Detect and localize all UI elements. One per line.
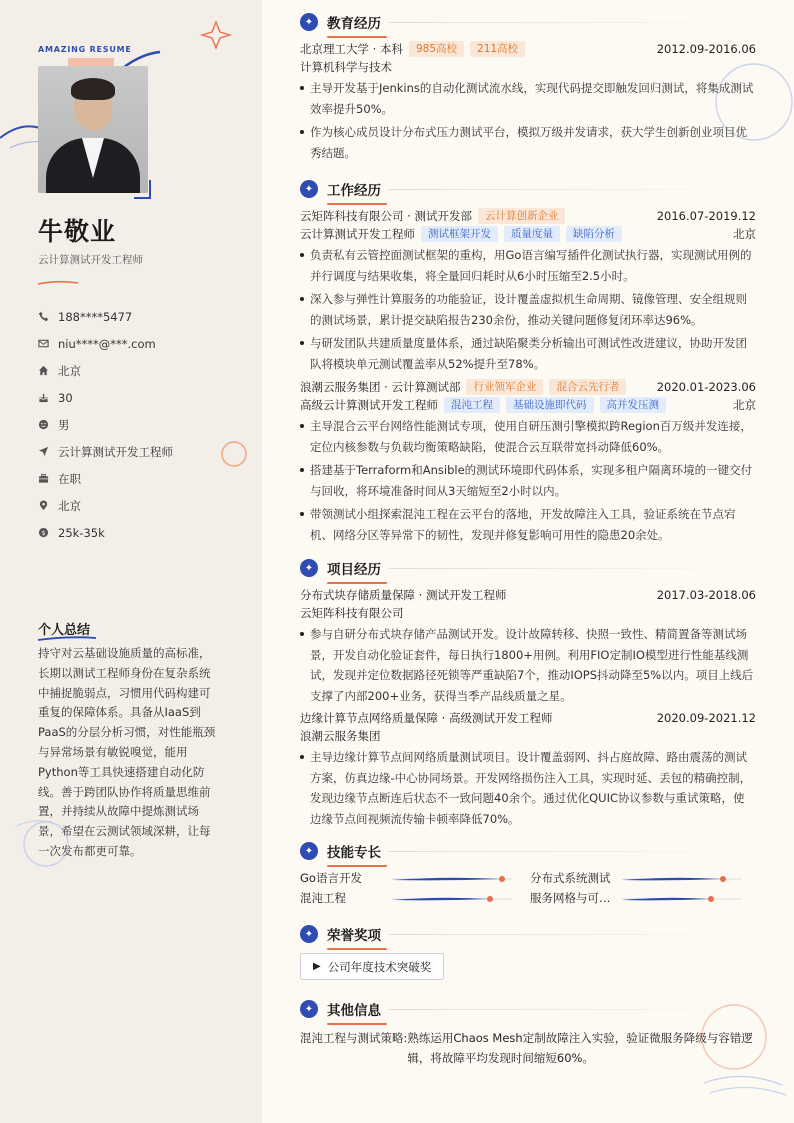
tag-badge: 缺陷分析 xyxy=(566,226,622,242)
contact-value: 188****5477 xyxy=(58,309,133,324)
section-skills xyxy=(300,841,756,907)
tag-badge: 基础设施即代码 xyxy=(506,397,594,413)
section-title: 工作经历 xyxy=(327,179,381,199)
skill-name: 服务网格与可… xyxy=(530,891,611,905)
tag-badge: 行业领军企业 xyxy=(466,379,543,395)
date-range: 2020.09-2021.12 xyxy=(656,711,756,725)
play-icon: ▶ xyxy=(313,961,321,972)
list-item: 主导边缘计算节点间网络质量测试项目。设计覆盖弱网、抖占庭故障、路由震荡的测试方案，仿真边缘-中心协同场景。开发网络损伤注入工具，实现时延、丢包的精确控制，发现边缘节点断连后状态不一致问题40余个。通过优化QUIC协议参数与重试策略，使边缘节点间视频流传输卡顿率降低70%。 xyxy=(300,747,756,829)
date-range: 2016.07-2019.12 xyxy=(656,209,756,223)
profile-title: 云计算测试开发工程师 xyxy=(38,254,143,266)
summary-title: 个人总结 xyxy=(38,623,91,638)
section-title: 其他信息 xyxy=(327,999,381,1019)
section-projects xyxy=(300,558,756,832)
tag-badge: 211高校 xyxy=(470,41,525,57)
main-content xyxy=(262,0,794,1123)
send-icon xyxy=(38,446,58,457)
tag-badge: 985高校 xyxy=(409,41,464,57)
avatar xyxy=(38,66,150,193)
salary-icon xyxy=(38,527,58,538)
section-other xyxy=(300,999,756,1068)
sparkle-icon: ✦ xyxy=(300,842,318,860)
sparkle-icon: ✦ xyxy=(300,180,318,198)
contact-row xyxy=(38,384,248,411)
date-range: 2020.01-2023.06 xyxy=(656,380,756,394)
summary-text: 持守对云基础设施质量的高标准，长期以测试工程师身份在复杂系统中捕捉脆弱点，习惯用代码构建可重复的保障体系。具备从IaaS到PaaS的分层分析习惯，对性能瓶颈与异常场景有敏锐嗅觉，能用Python等工具快速搭建自动化防线。善于跨团队协作将质量思维前置，并持续从故障中提炼测试场景，希望在云测试领域深耕，让每一次发布都更可靠。 xyxy=(38,646,216,858)
project-org: 浪潮云服务集团 xyxy=(300,729,381,743)
contact-row xyxy=(38,438,248,465)
skill-level-bar xyxy=(622,873,742,883)
contact-info xyxy=(38,303,248,546)
contact-value: niu****@***.com xyxy=(58,336,156,351)
section-title: 项目经历 xyxy=(327,558,381,578)
sparkle-icon: ✦ xyxy=(300,559,318,577)
list-item: 搭建基于Terraform和Ansible的测试环境即代码体系，实现多租户隔离环境的一键交付与回收，将环境准备时间从3天缩短至2小时以内。 xyxy=(300,460,756,501)
other-value: 熟练运用Chaos Mesh定制故障注入实验，验证微服务降级与容错逻辑，将故障平均发现时间缩短60%。 xyxy=(407,1031,753,1065)
city: 北京 xyxy=(733,227,756,241)
tag-badge: 测试框架开发 xyxy=(421,226,498,242)
contact-row xyxy=(38,465,248,492)
section-title: 教育经历 xyxy=(327,12,381,32)
cake-icon xyxy=(38,392,58,403)
date-range: 2017.03-2018.06 xyxy=(656,588,756,602)
project-name: 边缘计算节点网络质量保障 · 高级测试开发工程师 xyxy=(300,711,553,725)
skill-level-bar xyxy=(392,873,512,883)
svg-text:$: $ xyxy=(41,528,46,537)
award-item xyxy=(300,953,444,980)
list-item: 参与自研分布式块存储产品测试开发。设计故障转移、快照一致性、精简置备等测试场景，开发自动化验证套件，每日执行1800+用例。利用FIO定制IO模型进行性能基线测试，发现并定位数据路径死锁等严重缺陷7个，推动IOPS抖动降至5%以内。项目上线后支撑了内部200+业务，获得当季产品线质量之星。 xyxy=(300,624,756,706)
skill-level-bar xyxy=(622,893,742,903)
project-name: 分布式块存储质量保障 · 测试开发工程师 xyxy=(300,588,507,602)
location-icon xyxy=(38,500,58,511)
skill-item xyxy=(530,889,756,907)
award-label: 公司年度技术突破奖 xyxy=(327,959,432,974)
skill-item xyxy=(530,869,756,887)
major: 计算机科学与技术 xyxy=(300,60,392,74)
tag-badge: 高并发压测 xyxy=(600,397,667,413)
section-education xyxy=(300,12,756,166)
contact-value: 25k-35k xyxy=(58,525,105,540)
skills-list xyxy=(300,869,756,907)
phone-icon xyxy=(38,311,58,322)
section-awards xyxy=(300,924,756,980)
school-name: 北京理工大学 · 本科 xyxy=(300,42,403,56)
contact-row xyxy=(38,492,248,519)
list-item: 带领测试小组探索混沌工程在云平台的落地，开发故障注入工具，验证系统在节点宕机、网络分区等异常下的韧性，发现并修复影响可用性的隐患20余处。 xyxy=(300,504,756,545)
section-title: 荣誉奖项 xyxy=(327,924,381,944)
home-icon xyxy=(38,365,58,376)
briefcase-icon xyxy=(38,473,58,484)
skill-level-bar xyxy=(392,893,512,903)
contact-value: 云计算测试开发工程师 xyxy=(58,444,173,459)
contact-row xyxy=(38,357,248,384)
job-role: 云计算测试开发工程师 xyxy=(300,227,415,241)
skill-name: 分布式系统测试 xyxy=(530,871,611,885)
list-item: 主导开发基于Jenkins的自动化测试流水线，实现代码提交即触发回归测试，将集成测试效率提升50%。 xyxy=(300,78,756,119)
contact-value: 男 xyxy=(58,417,70,432)
sparkle-icon: ✦ xyxy=(300,13,318,31)
tag-badge: 混沌工程 xyxy=(444,397,500,413)
date-range: 2012.09-2016.06 xyxy=(656,42,756,56)
name-underline xyxy=(38,280,78,286)
skill-item xyxy=(300,869,530,887)
list-item: 深入参与弹性计算服务的功能验证，设计覆盖虚拟机生命周期、镜像管理、安全组规则的测试场景，累计提交缺陷报告230余份，推动关键问题修复闭环率达96%。 xyxy=(300,289,756,330)
list-item: 作为核心成员设计分布式压力测试平台，模拟万级并发请求，获大学生创新创业项目优秀结题。 xyxy=(300,122,756,163)
sparkle-icon: ✦ xyxy=(300,1000,318,1018)
tag-badge: 质量度量 xyxy=(504,226,560,242)
contact-row xyxy=(38,411,248,438)
brand-label: AMAZING RESUME xyxy=(38,45,132,54)
contact-row xyxy=(38,519,248,546)
skill-item xyxy=(300,889,530,907)
tag-badge: 混合云先行者 xyxy=(549,379,626,395)
contact-row xyxy=(38,330,248,357)
mail-icon xyxy=(38,338,58,349)
contact-value: 北京 xyxy=(58,363,81,378)
list-item: 与研发团队共建质量度量体系，通过缺陷聚类分析输出可测试性改进建议，协助开发团队将模块单元测试覆盖率从52%提升至78%。 xyxy=(300,333,756,374)
list-item: 主导混合云平台网络性能测试专项，使用自研压测引擎模拟跨Region百万级并发连接，定位内核参数与负载均衡策略缺陷，使混合云互联带宽抖动降低60%。 xyxy=(300,416,756,457)
contact-value: 30 xyxy=(58,390,73,405)
company-name: 浪潮云服务集团 · 云计算测试部 xyxy=(300,380,461,394)
summary-underline xyxy=(38,636,96,642)
other-item xyxy=(300,1028,756,1068)
skill-name: Go语言开发 xyxy=(300,871,362,885)
sparkle-icon: ✦ xyxy=(300,925,318,943)
section-title: 技能专长 xyxy=(327,841,381,861)
contact-value: 北京 xyxy=(58,498,81,513)
city: 北京 xyxy=(733,398,756,412)
project-org: 云矩阵科技有限公司 xyxy=(300,606,404,620)
section-work xyxy=(300,179,756,548)
other-key: 混沌工程与测试策略: xyxy=(300,1031,408,1045)
list-item: 负责私有云管控面测试框架的重构，用Go语言编写插件化测试执行器，实现测试用例的并行调度与结果收集，将全量回归耗时从6小时压缩至2.5小时。 xyxy=(300,245,756,286)
contact-row xyxy=(38,303,248,330)
contact-value: 在职 xyxy=(58,471,81,486)
gender-icon xyxy=(38,419,58,430)
skill-name: 混沌工程 xyxy=(300,891,346,905)
job-role: 高级云计算测试开发工程师 xyxy=(300,398,438,412)
tag-badge: 云计算创新企业 xyxy=(478,208,566,224)
company-name: 云矩阵科技有限公司 · 测试开发部 xyxy=(300,209,472,223)
sidebar xyxy=(0,0,262,1123)
profile-name: 牛敬业 xyxy=(38,217,117,246)
